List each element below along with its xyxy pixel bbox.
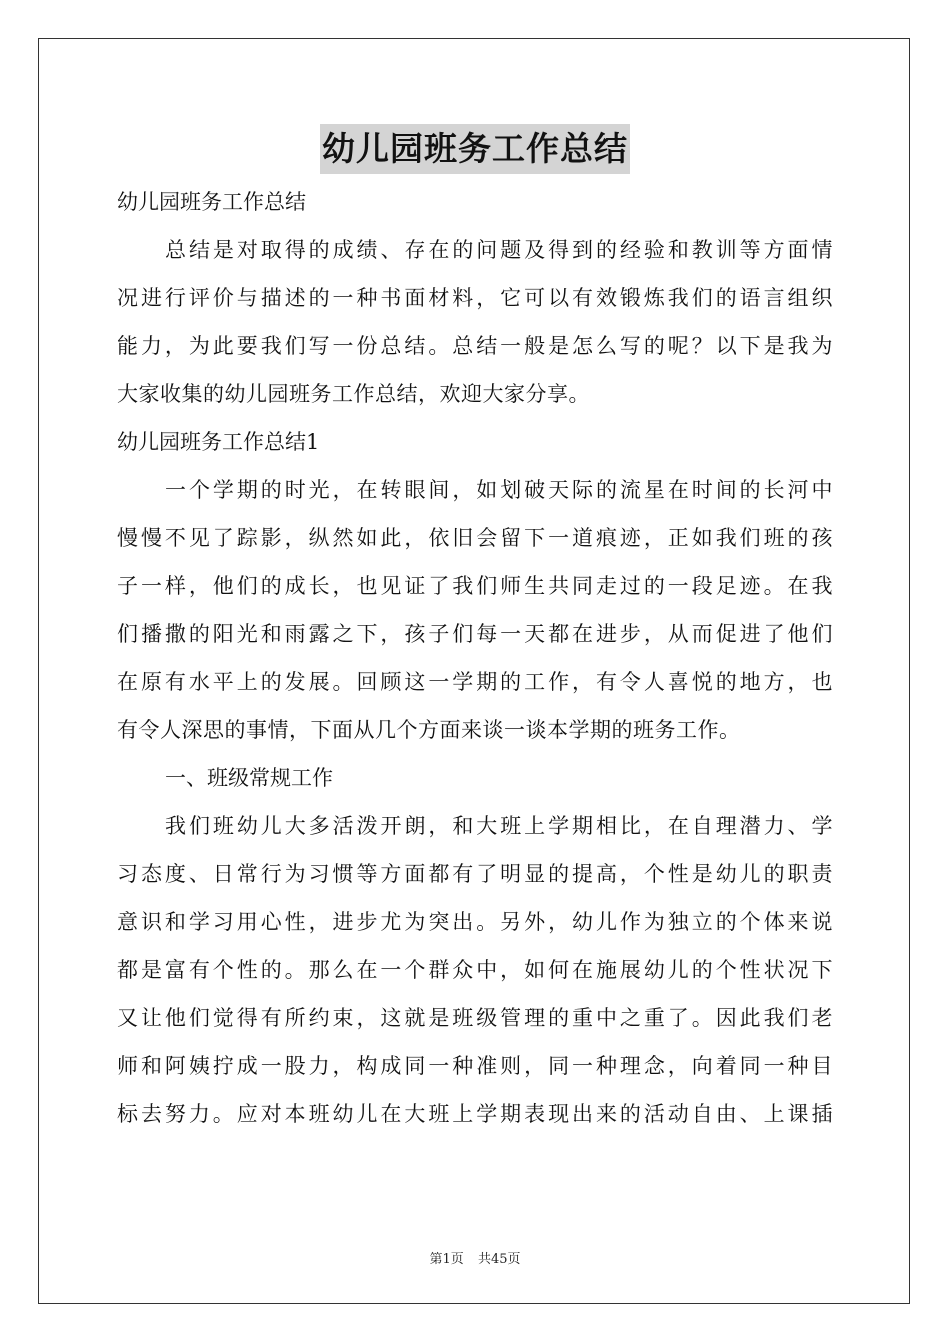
paragraph-line: 师和阿姨拧成一股力，构成同一种准则，同一种理念，向着同一种目 [117,1054,833,1078]
section-heading: 幼儿园班务工作总结1 [117,430,320,454]
page-number: 第1页 [429,1252,464,1267]
paragraph-line: 慢慢不见了踪影，纵然如此，依旧会留下一道痕迹，正如我们班的孩 [117,526,833,550]
paragraph-line: 一个学期的时光，在转眼间，如划破天际的流星在时间的长河中 [165,478,833,502]
document-title: 幼儿园班务工作总结 [320,124,630,174]
paragraph-line: 我们班幼儿大多活泼开朗，和大班上学期相比，在自理潜力、学 [165,814,833,838]
total-pages: 共45页 [477,1252,521,1267]
body-paragraph [117,802,833,1138]
paragraph-line: 意识和学习用心性，进步尤为突出。另外，幼儿作为独立的个体来说 [117,910,833,934]
paragraph-line: 在原有水平上的发展。回顾这一学期的工作，有令人喜悦的地方，也 [117,670,833,694]
paragraph-line: 况进行评价与描述的一种书面材料，它可以有效锻炼我们的语言组织 [117,286,833,310]
paragraph-line: 标去努力。应对本班幼儿在大班上学期表现出来的活动自由、上课插 [117,1102,833,1126]
document-subtitle: 幼儿园班务工作总结 [117,190,306,214]
paragraph-line: 能力，为此要我们写一份总结。总结一般是怎么写的呢？以下是我为 [117,334,833,358]
intro-paragraph [117,226,833,418]
title-container [0,124,950,174]
page-footer [0,1248,950,1267]
paragraph-line: 又让他们觉得有所约束，这就是班级管理的重中之重了。因此我们老 [117,1006,833,1030]
paragraph-line: 总结是对取得的成绩、存在的问题及得到的经验和教训等方面情 [165,238,833,262]
section1-paragraph [117,466,833,754]
paragraph-line: 都是富有个性的。那么在一个群众中，如何在施展幼儿的个性状况下 [117,958,833,982]
subsection-heading: 一、班级常规工作 [165,766,333,790]
paragraph-line: 大家收集的幼儿园班务工作总结，欢迎大家分享。 [117,382,590,406]
paragraph-line: 有令人深思的事情，下面从几个方面来谈一谈本学期的班务工作。 [117,718,741,742]
paragraph-line: 子一样，他们的成长，也见证了我们师生共同走过的一段足迹。在我 [117,574,833,598]
document-body [117,178,833,1138]
paragraph-line: 习态度、日常行为习惯等方面都有了明显的提高，个性是幼儿的职责 [117,862,833,886]
paragraph-line: 们播撒的阳光和雨露之下，孩子们每一天都在进步，从而促进了他们 [117,622,833,646]
